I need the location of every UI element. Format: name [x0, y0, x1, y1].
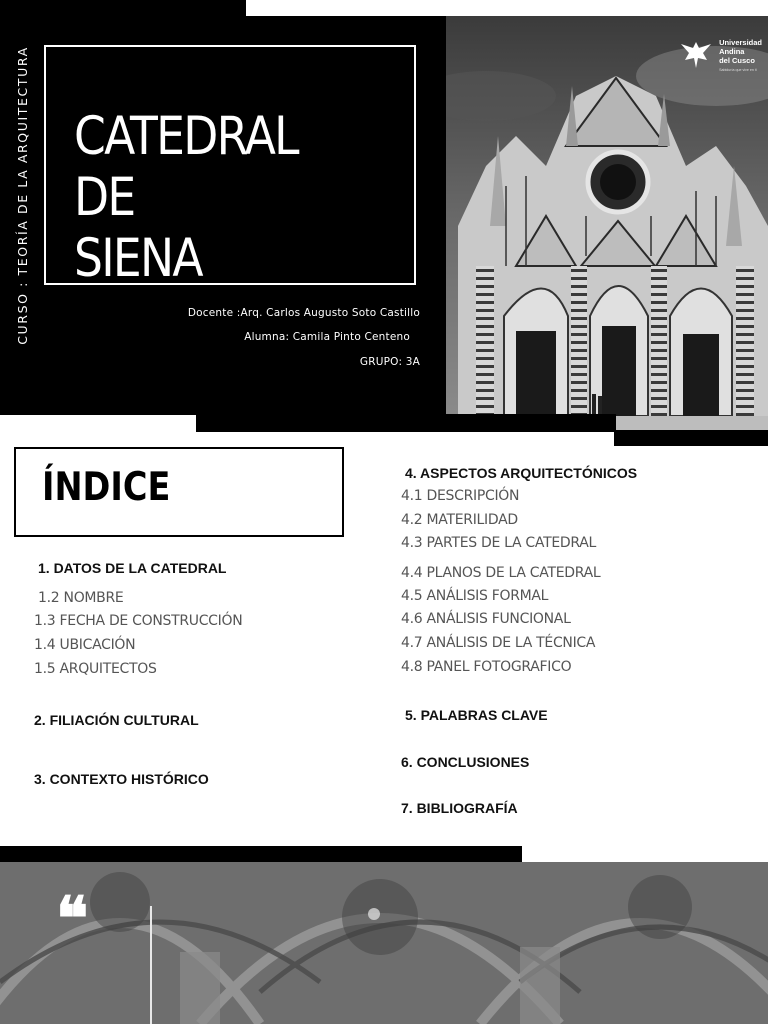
student-line: Alumna: Camila Pinto Centeno	[244, 331, 410, 343]
toc-item: 1.5 ARQUITECTOS	[34, 661, 157, 677]
toc-section-1: 1. DATOS DE LA CATEDRAL	[38, 560, 227, 576]
quote-icon: ❝	[56, 884, 89, 954]
toc-item: 4.7 ANÁLISIS DE LA TÉCNICA	[401, 635, 596, 651]
teacher-line: Docente :Arq. Carlos Augusto Soto Castillo	[187, 307, 420, 319]
title-line-1: CATEDRAL DE	[74, 106, 298, 228]
quote-divider	[150, 906, 152, 1024]
index-title: ÍNDICE	[42, 465, 171, 510]
logo-tagline: Sabiduría que vive en ti	[719, 68, 757, 72]
accent-bar	[614, 430, 768, 446]
toc-section-7: 7. BIBLIOGRAFÍA	[401, 800, 518, 816]
toc-item: 4.2 MATERILIDAD	[401, 512, 518, 528]
toc-section-4: 4. ASPECTOS ARQUITECTÓNICOS	[405, 465, 638, 481]
accent-bar	[0, 846, 522, 862]
toc-item: 4.3 PARTES DE LA CATEDRAL	[401, 535, 596, 551]
logo-line-2: Andina	[719, 47, 745, 56]
title-line-2: SIENA	[74, 228, 202, 289]
top-white-strip	[246, 0, 768, 16]
logo-line-1: Universidad	[719, 38, 762, 47]
cathedral-illustration	[446, 16, 768, 431]
toc-item: 1.3 FECHA DE CONSTRUCCIÓN	[34, 613, 243, 629]
toc-item: 4.8 PANEL FOTOGRAFICO	[401, 659, 572, 675]
toc-section-3: 3. CONTEXTO HISTÓRICO	[34, 771, 209, 787]
toc-section-6: 6. CONCLUSIONES	[401, 754, 530, 770]
toc-section-2: 2. FILIACIÓN CULTURAL	[34, 712, 199, 728]
accent-bar	[196, 414, 616, 432]
toc-item: 1.4 UBICACIÓN	[34, 637, 136, 653]
course-label	[10, 40, 34, 350]
toc-item: 4.1 DESCRIPCIÓN	[401, 488, 520, 504]
logo-line-3: del Cusco	[719, 56, 755, 65]
cathedral-facade-photo	[446, 16, 768, 431]
vaulted-ceiling-photo	[0, 862, 768, 1024]
toc-item: 1.2 NOMBRE	[38, 590, 124, 606]
condor-logo-icon	[679, 38, 713, 72]
university-logo	[679, 38, 762, 72]
course-text: CURSO : TEORÍA DE LA ARQUITECTURA	[14, 45, 30, 345]
ceiling-illustration	[0, 862, 768, 1024]
toc-section-5: 5. PALABRAS CLAVE	[405, 707, 548, 723]
toc-item: 4.4 PLANOS DE LA CATEDRAL	[401, 565, 601, 581]
page-title	[74, 106, 366, 289]
group-line: GRUPO: 3A	[359, 356, 420, 368]
toc-item: 4.5 ANÁLISIS FORMAL	[401, 588, 549, 604]
logo-text	[719, 38, 762, 72]
toc-item: 4.6 ANÁLISIS FUNCIONAL	[401, 611, 571, 627]
